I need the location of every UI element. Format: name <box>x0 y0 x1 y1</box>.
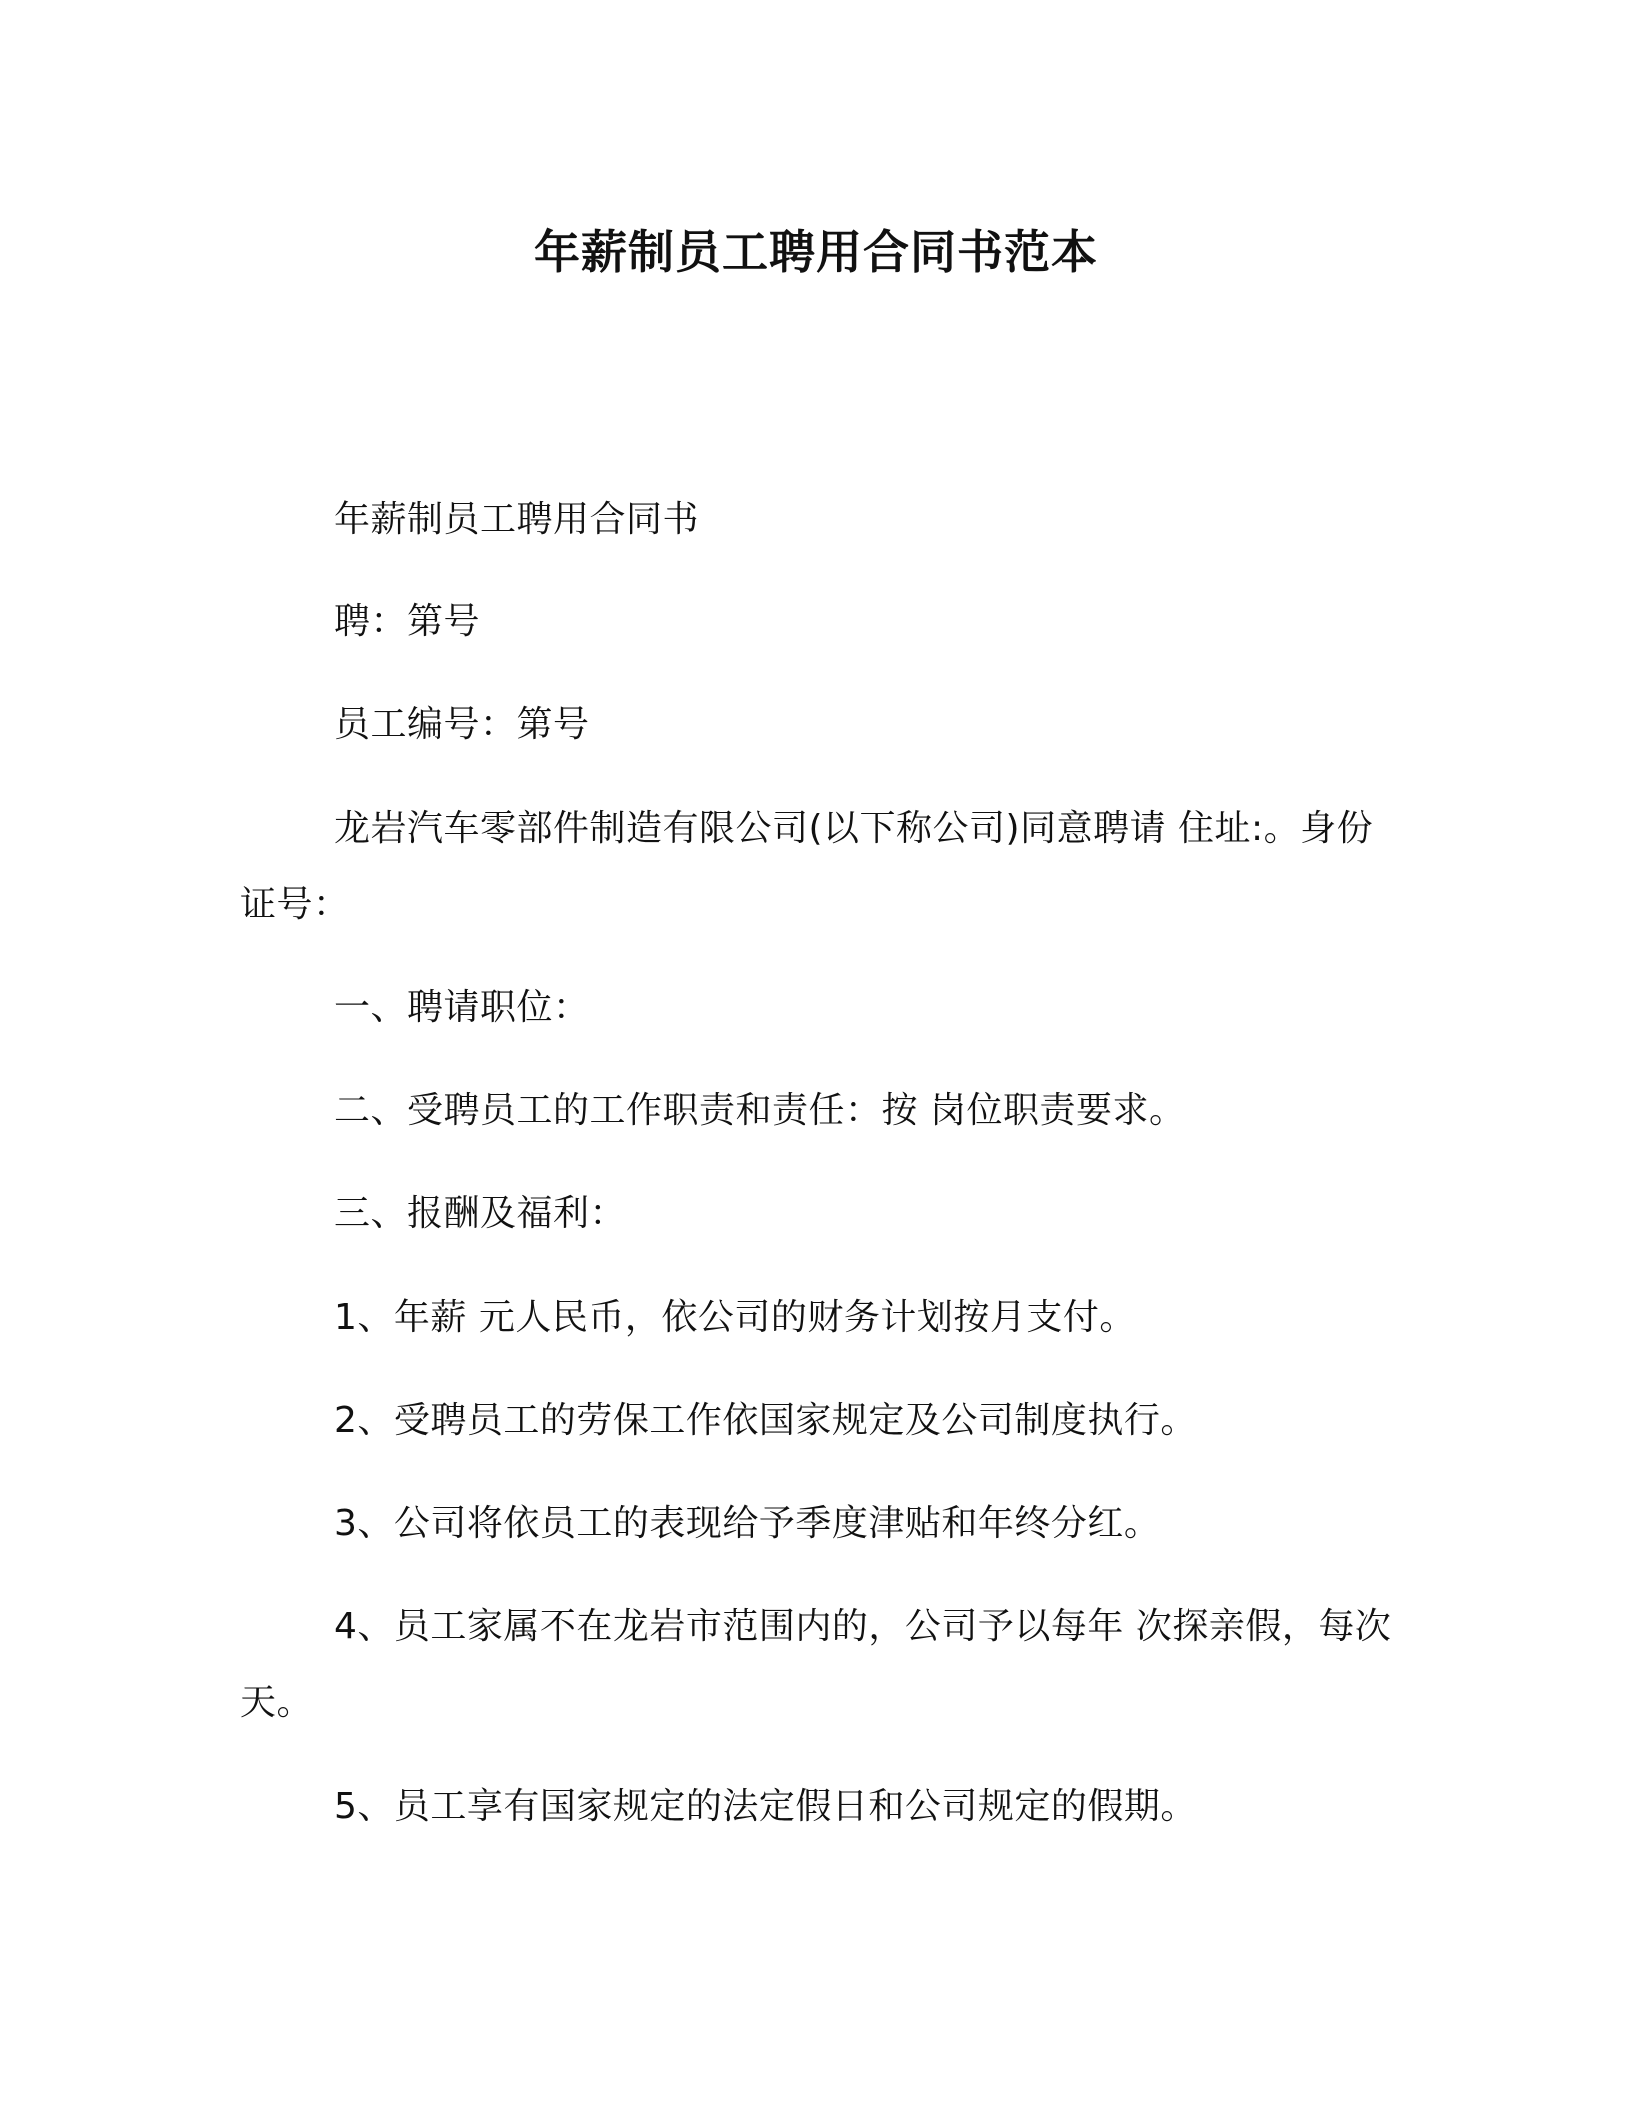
paragraph-contract-heading: 年薪制员工聘用合同书 <box>334 499 700 540</box>
paragraph-item-4: 4、员工家属不在龙岩市范围内的，公司予以每年 次探亲假，每次天。 <box>240 1606 1392 1723</box>
paragraph-section-1: 一、聘请职位： <box>334 987 590 1028</box>
paragraph-item-2: 2、受聘员工的劳保工作依国家规定及公司制度执行。 <box>334 1400 1197 1441</box>
paragraph-item-5: 5、员工享有国家规定的法定假日和公司规定的假期。 <box>334 1786 1197 1827</box>
paragraph-item-1: 1、年薪 元人民币，依公司的财务计划按月支付。 <box>334 1297 1136 1338</box>
paragraph-hire-number: 聘：第号 <box>334 601 481 642</box>
paragraph-employee-number: 员工编号：第号 <box>334 704 590 745</box>
paragraph-item-3: 3、公司将依员工的表现给予季度津贴和年终分红。 <box>334 1503 1161 1544</box>
paragraph-company-intro: 龙岩汽车零部件制造有限公司(以下称公司)同意聘请 住址:。身份证号： <box>240 808 1374 925</box>
paragraph-section-2: 二、受聘员工的工作职责和责任：按 岗位职责要求。 <box>334 1090 1186 1131</box>
paragraph-section-3: 三、报酬及福利： <box>334 1193 627 1234</box>
document-title: 年薪制员工聘用合同书范本 <box>534 225 1098 279</box>
